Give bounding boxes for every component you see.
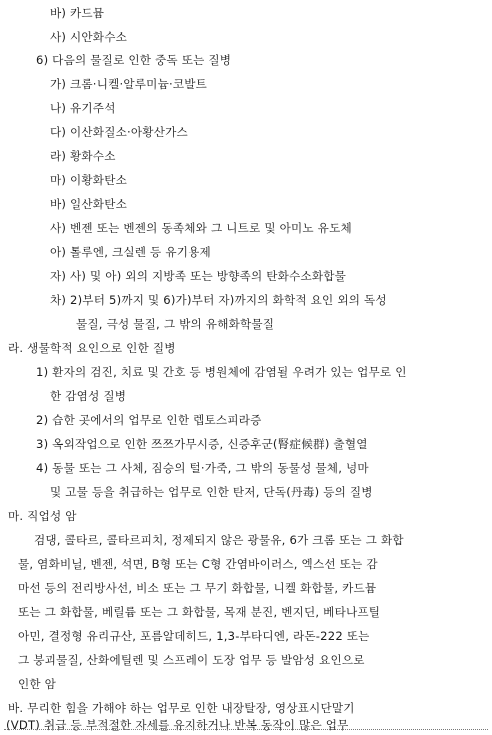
section-heading: 마. 직업성 암 [8,509,77,523]
text-line: 라) 황화수소 [50,149,116,163]
text-line: 4) 동물 또는 그 사체, 짐승의 털·가죽, 그 밖의 동물성 물체, 넝마 [36,461,369,475]
text-line: 검댕, 콜타르, 콜타르피치, 정제되지 않은 광물유, 6가 크롬 또는 그 화합 [34,533,404,547]
text-line: 마) 이황화탄소 [50,173,128,187]
text-line: 사) 시안화수소 [50,30,128,44]
text-line: 물, 염화비닐, 벤젠, 석면, B형 또는 C형 간염바이러스, 엑스선 또는 감 [18,557,378,571]
text-line: 인한 암 [18,677,57,691]
text-line: 아) 톨루엔, 크실렌 등 유기용제 [50,245,211,259]
section-heading: 바. 무리한 힘을 가해야 하는 업무로 인한 내장탈장, 영상표시단말기 [8,701,355,715]
text-line: 바) 일산화탄소 [50,197,128,211]
text-line: 6) 다음의 물질로 인한 중독 또는 질병 [36,53,232,67]
text-line: 나) 유기주석 [50,101,116,115]
text-line: 다) 이산화질소·아황산가스 [50,125,188,139]
text-line: 그 붕괴물질, 산화에틸렌 및 스프레이 도장 업무 등 발암성 요인으로 [18,653,365,667]
text-line: 3) 옥외작업으로 인한 쯔쯔가무시증, 신증후군(腎症候群) 출혈열 [36,437,368,451]
text-line: (VDT) 취급 등 부적절한 자세를 유지하거나 반복 동작이 많은 업무 [6,718,349,732]
text-line: 2) 습한 곳에서의 업무로 인한 렙토스피라증 [36,413,262,427]
text-line: 자) 사) 및 아) 외의 지방족 또는 방향족의 탄화수소화합물 [50,269,347,283]
text-line: 차) 2)부터 5)까지 및 6)가)부터 자)까지의 화학적 요인 외의 독성 [50,293,387,307]
text-line: 또는 그 화합물, 베릴륨 또는 그 화합물, 목재 분진, 벤지딘, 베타나프틸 [18,605,381,619]
text-line: 물질, 극성 물질, 그 밖의 유해화학물질 [76,317,275,331]
text-line: 한 감염성 질병 [50,389,127,403]
page-bottom-rule [4,729,488,730]
section-heading: 라. 생물학적 요인으로 인한 질병 [8,341,176,355]
text-line: 아민, 결정형 유리규산, 포름알데히드, 1,3-부타디엔, 라돈-222 또는 [18,629,370,643]
text-line: 바) 카드뮴 [50,6,105,20]
text-line: 1) 환자의 검진, 치료 및 간호 등 병원체에 감염될 우려가 있는 업무로 인 [36,365,407,379]
text-line: 사) 벤젠 또는 벤젠의 동족체와 그 니트로 및 아미노 유도체 [50,221,352,235]
text-line: 및 고물 등을 취급하는 업무로 인한 탄저, 단독(丹毒) 등의 질병 [50,485,373,499]
text-line: 가) 크롬·니켈·알루미늄·코발트 [50,77,208,91]
text-line: 마선 등의 전리방사선, 비소 또는 그 무기 화합물, 니켈 화합물, 카드뮴 [18,581,377,595]
